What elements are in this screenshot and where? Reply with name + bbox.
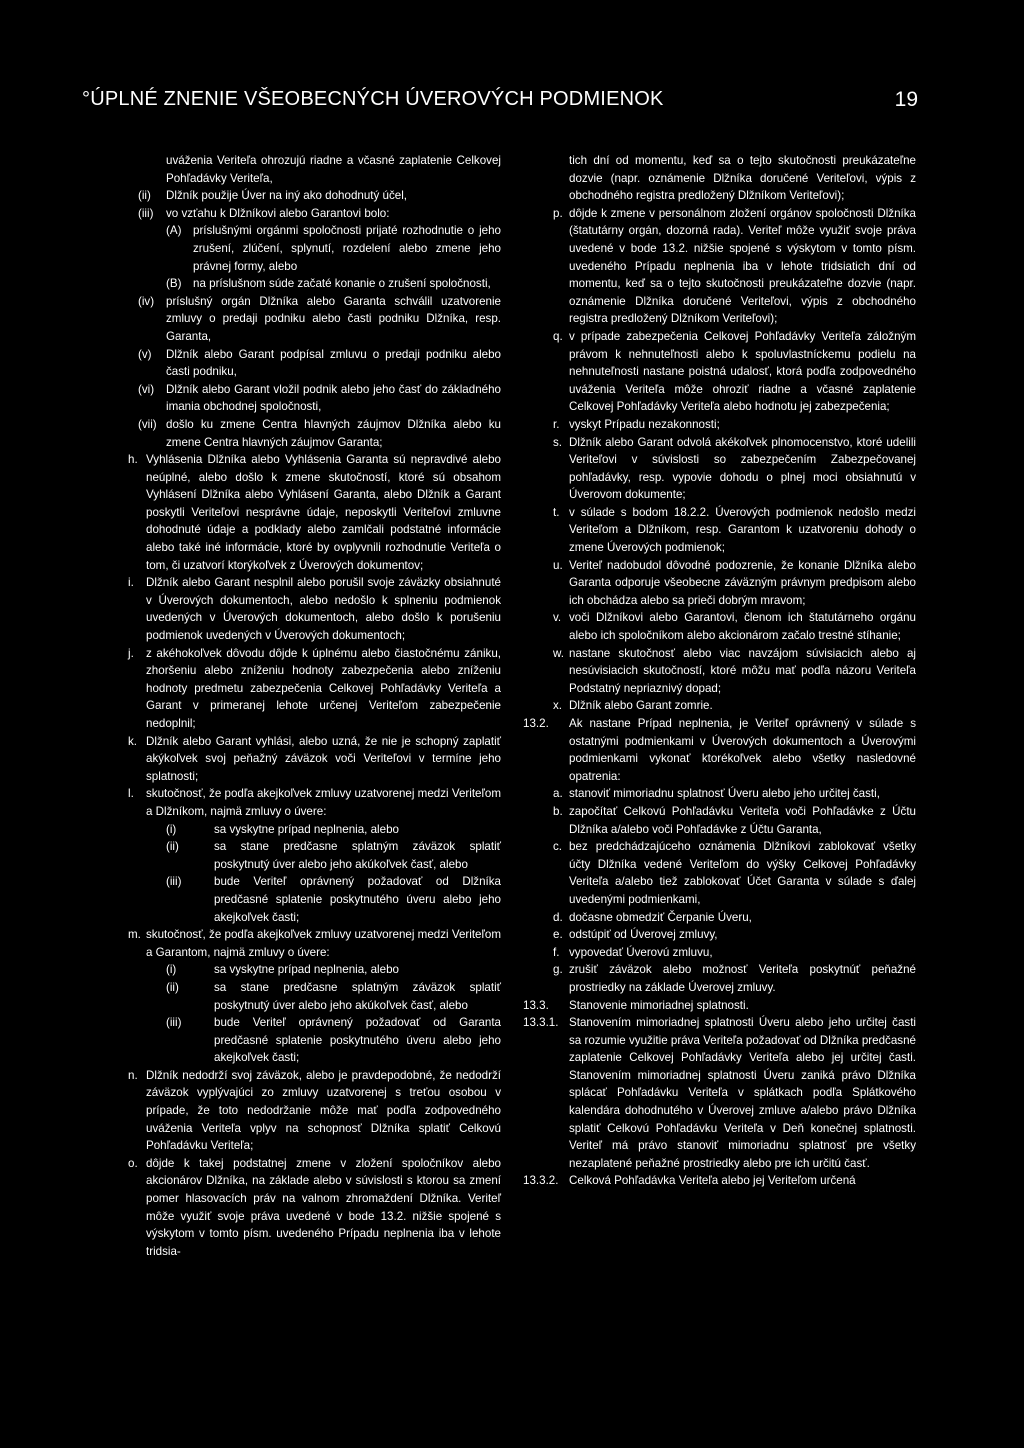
- clause-label: o.: [128, 1156, 138, 1170]
- clause-label: g.: [553, 963, 563, 977]
- clause-label: (i): [166, 822, 177, 836]
- clause-text: zrušiť záväzok alebo možnosť Veriteľa poskytnúť peňažné prostriedky na základe Úverovej zmluvy.: [569, 963, 916, 994]
- left-column: [128, 152, 501, 1260]
- clause-label: 13.3.2.: [523, 1174, 559, 1188]
- clause-label: d.: [553, 910, 563, 924]
- clause-label: i.: [128, 576, 134, 590]
- clause-text: dočasne obmedziť Čerpanie Úveru,: [569, 910, 752, 924]
- clause-label: (iii): [166, 875, 182, 889]
- clause: [128, 838, 501, 873]
- clause: [128, 979, 501, 1014]
- clause-text: stanoviť mimoriadnu splatnosť Úveru alebo jeho určitej časti,: [569, 787, 880, 801]
- clause-text: Dlžník alebo Garant vyhlási, alebo uzná, že nie je schopný zaplatiť akýkoľvek svoj peňažný záväzok voči Veriteľovi v termíne jeho splatnosti;: [146, 734, 501, 783]
- clause-text: príslušný orgán Dlžníka alebo Garanta schválil uzatvorenie zmluvy o predaji podniku alebo časti podniku Dlžníka, resp. Garanta,: [166, 294, 501, 343]
- clause-text: došlo ku zmene Centra hlavných záujmov Dlžníka alebo ku zmene Centra hlavných záujmov Garanta;: [166, 417, 501, 449]
- clause-text: skutočnosť, že podľa akejkoľvek zmluvy uzatvorenej medzi Veriteľom a Garantom, najmä zmluvy o úvere:: [146, 928, 501, 959]
- clause-label: u.: [553, 558, 563, 572]
- clause: [523, 416, 916, 434]
- clause-text: sa stane predčasne splatným záväzok splatiť poskytnutý úver alebo jeho akúkoľvek časť, alebo: [214, 980, 501, 1012]
- clause-label: (A): [166, 224, 182, 238]
- clause-text: v prípade zabezpečenia Celkovej Pohľadávky Veriteľa záložným právom k nehnuteľnosti alebo k spoluvlastníckemu podielu na nehnuteľnosti nastane poistná udalosť, ktorá podľa zodpovedného uváženia Veriteľa môže ohroziť riadne a včasné zaplatenie Celkovej Pohľadávky Veriteľa alebo hodnotu jej zabezpečenia;: [569, 329, 916, 414]
- clause-label: n.: [128, 1068, 138, 1082]
- clause-label: (ii): [166, 980, 179, 994]
- clause-label: 13.3.: [523, 998, 549, 1012]
- clause: [523, 926, 916, 944]
- clause: [523, 961, 916, 996]
- clause-text: Celková Pohľadávka Veriteľa alebo jej Veriteľom určená: [569, 1174, 856, 1188]
- clause-label: h.: [128, 453, 138, 467]
- clause-label: p.: [553, 206, 563, 220]
- clause-label: f.: [553, 945, 560, 959]
- clause: [128, 733, 501, 786]
- clause-label: 13.3.1.: [523, 1016, 559, 1030]
- clause-label: j.: [128, 646, 134, 660]
- clause-label: (i): [166, 963, 177, 977]
- clause-label: (B): [166, 277, 182, 291]
- clause-label: t.: [553, 505, 560, 519]
- clause-text: sa vyskytne prípad neplnenia, alebo: [214, 963, 399, 977]
- clause-label: (iii): [138, 206, 154, 220]
- clause: [128, 187, 501, 205]
- clause-label: (iv): [138, 294, 155, 308]
- clause-text: Veriteľ nadobudol dôvodné podozrenie, že konanie Dlžníka alebo Garanta odporuje všeobecne záväzným právnym predpisom alebo ich obchádza alebo sa prieči dobrým mravom;: [569, 558, 916, 607]
- clause-label: b.: [553, 804, 563, 818]
- clause-label: x.: [553, 699, 563, 713]
- clause: [523, 609, 916, 644]
- clause-label: (ii): [166, 840, 179, 854]
- clause: [523, 152, 916, 205]
- clause: [128, 574, 501, 644]
- clause: [523, 715, 916, 785]
- clause: [128, 381, 501, 416]
- clause-text: sa vyskytne prípad neplnenia, alebo: [214, 822, 399, 836]
- clause-text: Stanovením mimoriadnej splatnosti Úveru alebo jeho určitej časti sa rozumie využitie práva Veriteľa požadovať od Dlžníka predčasné zaplatenie Celkovej Pohľadávky Veriteľa alebo jej určitej časti. Stanovením mimoriadnej splatnosti Úveru zaniká právo Dlžníka splácať Pohľadávku Veriteľa v splátkach podľa Splátkového kalendára dohodnutého v Úverovej zmluve a/alebo právo Dlžníka splatiť Celkovú Pohľadávku Veriteľa v Deň konečnej splatnosti. Veriteľ má právo stanoviť mimoriadnu splatnosť pre všetky nezaplatené peňažné prostriedky alebo pre ich určitú časť.: [569, 1016, 916, 1170]
- clause: [523, 434, 916, 504]
- clause-text: Dlžník alebo Garant zomrie.: [569, 699, 713, 713]
- clause: [128, 293, 501, 346]
- clause-label: m.: [128, 928, 141, 942]
- clause: [523, 205, 916, 328]
- clause-label: q.: [553, 329, 563, 343]
- right-column: [523, 152, 916, 1190]
- clause-text: Vyhlásenia Dlžníka alebo Vyhlásenia Garanta sú nepravdivé alebo neúplné, alebo došlo k zmene skutočností, ktoré sú obsahom Vyhlásení Dlžníka alebo Vyhlásení Garanta, alebo Dlžník a Garant poskytli Veriteľovi nesprávne údaje, neposkytli Veriteľovi zmluvne dohodnuté údaje a podklady alebo zamlčali podstatné informácie alebo také iné informácie, ktoré by ovplyvnili rozhodnutie Veriteľa o tom, či uzatvorí ktorýkoľvek z Úverových dokumentov;: [146, 453, 501, 572]
- clause-label: (vii): [138, 417, 157, 431]
- clause-text: dôjde k takej podstatnej zmene v zložení spoločníkov alebo akcionárov Dlžníka, na základe alebo v súvislosti s ktorou sa zmení pomer hlasovacích práv na valnom zhromaždení Dlžníka. Veriteľ môže využiť svoje práva uvedené v bode 13.2. nižšie spojené s výskytom v tomto písm. uvedeného Prípadu neplnenia iba v lehote tridsia-: [146, 1156, 501, 1258]
- clause: [523, 504, 916, 557]
- clause-label: (v): [138, 347, 152, 361]
- clause: [128, 416, 501, 451]
- clause: [523, 785, 916, 803]
- clause-text: Ak nastane Prípad neplnenia, je Veriteľ oprávnený v súlade s ostatnými podmienkami v Úverových dokumentoch a Úverovými podmienkami vykonať ktorékoľvek alebo všetky nasledovné opatrenia:: [569, 717, 916, 783]
- clause-text: dôjde k zmene v personálnom zložení orgánov spoločnosti Dlžníka (štatutárny orgán, dozorná rada). Veriteľ môže využiť svoje práva uvedené v bode 13.2. nižšie spojené s výskytom v tomto písm. uvedeného Prípadu neplnenia iba v lehote tridsiatich dní od momentu, keď sa o tejto skutočnosti preukázateľne dozvie (napr. oznámenie Dlžníka doručené Veriteľovi, výpis z obchodného registra predložený Dlžníkom Veriteľovi);: [569, 206, 916, 326]
- clause-text: v súlade s bodom 18.2.2. Úverových podmienok nedošlo medzi Veriteľom a Dlžníkom, resp. Garantom k uzatvoreniu dohody o zmene Úverových podmienok;: [569, 505, 916, 555]
- clause-label: e.: [553, 928, 563, 942]
- clause: [128, 645, 501, 733]
- clause-text: bude Veriteľ oprávnený požadovať od Garanta predčasné splatenie poskytnutého úveru alebo jeho akejkoľvek časti;: [214, 1016, 501, 1065]
- clause: [523, 838, 916, 908]
- clause-text: nastane skutočnosť alebo viac navzájom súvisiacich alebo aj nesúvisiacich skutočností, ktoré môžu mať podľa názoru Veriteľa Podstatný nepriaznivý dopad;: [569, 646, 916, 695]
- clause: [523, 997, 916, 1015]
- clause-text: odstúpiť od Úverovej zmluvy,: [569, 928, 718, 942]
- clause-text: Dlžník alebo Garant nesplnil alebo porušil svoje záväzky obsiahnuté v Úverových dokumentoch, alebo nedošlo k splneniu podmienok uvedených v Úverových dokumentoch, alebo došlo k porušeniu podmienok uvedených v Úverových dokumentoch;: [146, 576, 501, 643]
- clause: [128, 961, 501, 979]
- clause: [128, 821, 501, 839]
- clause: [128, 1155, 501, 1261]
- clause-text: Stanovenie mimoriadnej splatnosti.: [569, 998, 749, 1012]
- clause-label: s.: [553, 435, 563, 449]
- clause-text: Dlžník nedodrží svoj záväzok, alebo je pravdepodobné, že nedodrží záväzok vyplývajúci zo zmluvy uzatvorenej s treťou osobou v prípade, že toto nedodržanie môže mať podľa zodpovedného uváženia Veriteľa vplyv na schopnosť Dlžníka splatiť Celkovú Pohľadávku Veriteľa;: [146, 1068, 501, 1153]
- clause-label: k.: [128, 734, 138, 748]
- clause-text: voči Dlžníkovi alebo Garantovi, členom ich štatutárneho orgánu alebo ich spoločníkom alebo akcionárom začalo trestné stíhanie;: [569, 611, 916, 643]
- clause-text: na príslušnom súde začaté konanie o zrušení spoločnosti,: [193, 277, 491, 291]
- clause-label: (iii): [166, 1016, 182, 1030]
- clause: [523, 645, 916, 698]
- clause-label: w.: [553, 646, 564, 660]
- clause-label: 13.2.: [523, 717, 549, 730]
- clause-text: Dlžník alebo Garant podpísal zmluvu o predaji podniku alebo časti podniku,: [166, 347, 501, 379]
- page-title: °ÚPLNÉ ZNENIE VŠEOBECNÝCH ÚVEROVÝCH PODMIENOK: [82, 88, 664, 110]
- clause-label: a.: [553, 787, 563, 801]
- clause: [128, 1067, 501, 1155]
- clause: [128, 873, 501, 926]
- clause-text: príslušnými orgánmi spoločnosti prijaté rozhodnutie o jeho zrušení, zlúčení, splynutí, rozdelení alebo zmene jeho právnej formy, alebo: [193, 224, 501, 273]
- clause: [523, 328, 916, 416]
- clause-text: vo vzťahu k Dlžníkovi alebo Garantovi bolo:: [166, 206, 390, 220]
- clause: [523, 909, 916, 927]
- clause: [128, 451, 501, 574]
- clause-label: v.: [553, 611, 562, 625]
- clause: [523, 803, 916, 838]
- clause-text: tich dní od momentu, keď sa o tejto skutočnosti preukázateľne dozvie (napr. oznámenie Dlžníka doručené Veriteľovi, výpis z obchodného registra predložený Dlžníkom Veriteľovi);: [569, 154, 916, 203]
- clause-text: vypovedať Úverovú zmluvu,: [569, 945, 713, 959]
- clause: [128, 346, 501, 381]
- clause: [128, 275, 501, 293]
- clause-text: uváženia Veriteľa ohrozujú riadne a včasné zaplatenie Celkovej Pohľadávky Veriteľa,: [166, 154, 501, 185]
- clause-text: započítať Celkovú Pohľadávku Veriteľa voči Pohľadávke z Účtu Dlžníka a/alebo voči Pohľadávke z Účtu Garanta,: [569, 804, 916, 836]
- clause: [523, 944, 916, 962]
- clause-text: z akéhokoľvek dôvodu dôjde k úplnému alebo čiastočnému zániku, zhoršeniu alebo zníženiu hodnoty zabezpečenia alebo zníženiu hodnoty predmetu zabezpečenia Celkovej Pohľadávky Veriteľa a Garant v primeranej lehote určenej Veriteľom zabezpečenie nedoplnil;: [146, 646, 501, 730]
- clause: [523, 557, 916, 610]
- page-number: 19: [894, 88, 918, 111]
- clause: [128, 152, 501, 187]
- clause-text: bude Veriteľ oprávnený požadovať od Dlžníka predčasné splatenie poskytnutého úveru alebo jeho akejkoľvek časti;: [214, 875, 501, 924]
- clause-label: (vi): [138, 382, 155, 396]
- clause-label: r.: [553, 417, 560, 431]
- clause-text: Dlžník alebo Garant odvolá akékoľvek plnomocenstvo, ktoré udelili Veriteľovi v súvislosti so zabezpečením Zabezpečovanej pohľadávky, resp. vypovie dohodu o plnej moci obsiahnutú v Úverovom dokumente;: [569, 435, 916, 502]
- clause-text: Dlžník alebo Garant vložil podnik alebo jeho časť do základného imania obchodnej spoločnosti,: [166, 382, 501, 414]
- clause: [128, 222, 501, 275]
- clause-text: sa stane predčasne splatným záväzok splatiť poskytnutý úver alebo jeho akúkoľvek časť, alebo: [214, 840, 501, 871]
- clause-label: (ii): [138, 189, 151, 203]
- clause-text: vyskyt Prípadu nezakonnosti;: [569, 417, 720, 431]
- clause-text: Dlžník použije Úver na iný ako dohodnutý účel,: [166, 189, 408, 203]
- clause-label: l.: [128, 787, 134, 801]
- clause: [128, 205, 501, 223]
- clause-text: skutočnosť, že podľa akejkoľvek zmluvy uzatvorenej medzi Veriteľom a Dlžníkom, najmä zmluvy o úvere:: [146, 787, 501, 818]
- clause: [523, 697, 916, 715]
- clause-text: bez predchádzajúceho oznámenia Dlžníkovi zablokovať všetky účty Dlžníka vedené Veriteľom do výšky Celkovej Pohľadávky Veriteľa a/alebo tiež zablokovať Účet Garanta v súlade s ďalej uvedenými podmienkami,: [569, 840, 916, 906]
- clause: [128, 926, 501, 961]
- clause-label: c.: [553, 840, 563, 854]
- clause: [523, 1014, 916, 1172]
- clause: [128, 785, 501, 820]
- clause: [523, 1172, 916, 1190]
- clause: [128, 1014, 501, 1067]
